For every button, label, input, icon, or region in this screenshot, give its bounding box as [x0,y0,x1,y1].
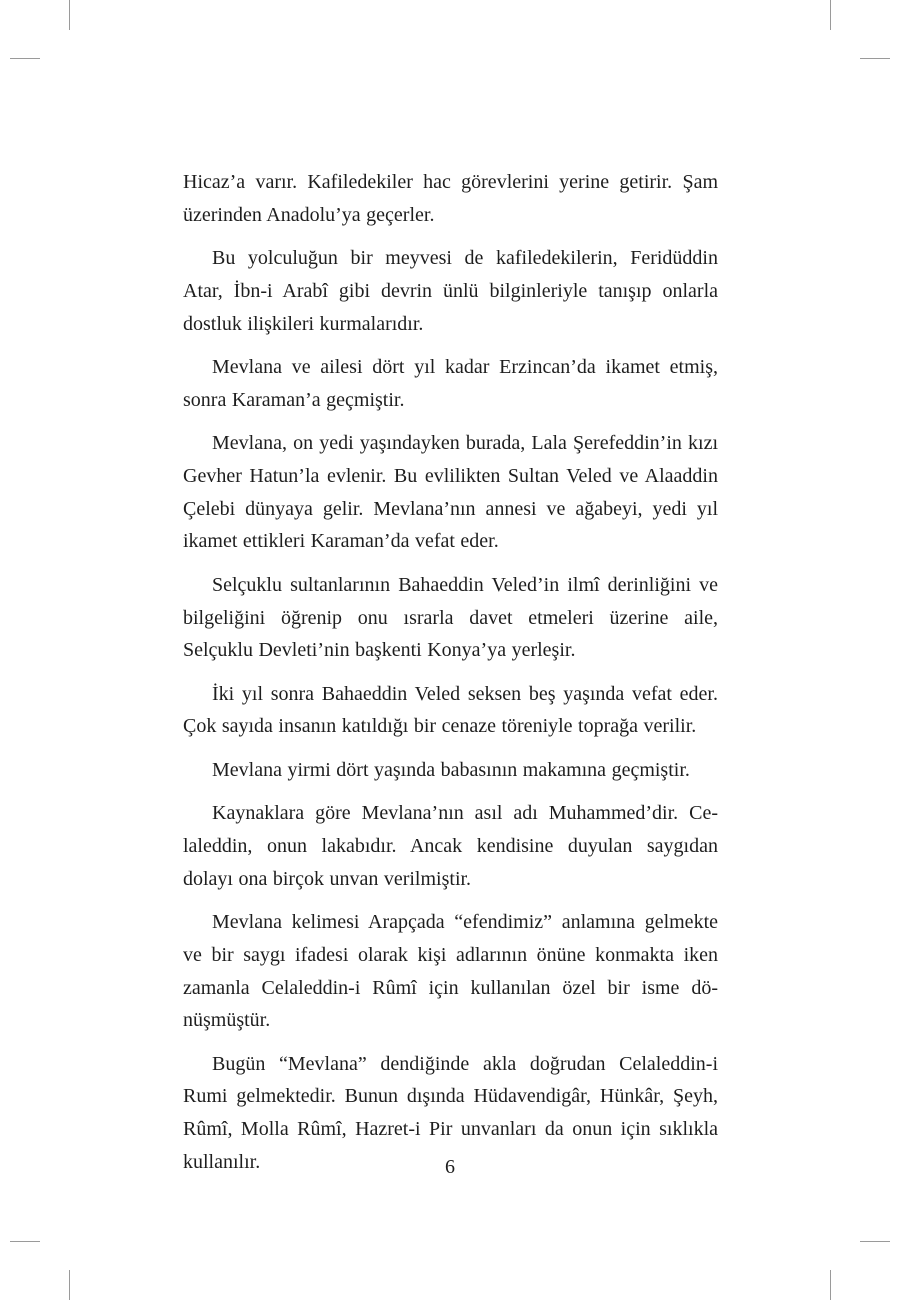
crop-mark-top-left-horizontal [10,58,40,59]
paragraph-4: Mevlana, on yedi yaşındayken burada, Lala Şerefeddin’in kızı Gevher Hatun’la evlenir. Bu evlilikten Sultan Veled ve Alaaddin Çelebi dünyaya gelir. Mevlana’nın annesi ve ağabeyi, yedi yıl ikamet ettikleri Karaman’da vefat eder. [183,432,718,553]
page-number: 6 [445,1156,455,1178]
paragraph-10: Bugün “Mevlana” dendiğinde akla doğrudan Celaleddin-i Rumi gelmektedir. Bunun dışında Hüdavendigâr, Hünkâr, Şeyh, Rûmî, Molla Rûmî, Hazret-i Pir unvanları da onun için sıklıkla kullanılır. [183,1052,718,1174]
paragraph-7: Mevlana yirmi dört yaşında babasının makamına geçmiştir. [212,758,690,781]
crop-mark-bottom-right-horizontal [860,1241,890,1242]
paragraph-6: İki yıl sonra Bahaeddin Veled seksen beş yaşında vefat eder. Çok sayıda insanın katıldığı bir cenaze töreniyle toprağa verilir. [183,682,718,738]
crop-mark-bottom-right-vertical [830,1270,831,1300]
paragraph-5: Selçuklu sultanlarının Bahaeddin Veled’in ilmî derinliğini ve bilgeliğini öğrenip onu ısrarla davet etmeleri üzerine aile, Selçuklu Devleti’nin başkenti Konya’ya yerleşir. [183,573,718,662]
crop-mark-bottom-left-vertical [69,1270,70,1300]
paragraph-1: Hicaz’a varır. Kafiledekiler hac görevlerini yerine getirir. Şam üzerinden Anadolu’ya geçerler. [183,171,718,226]
paragraph-8: Kaynaklara göre Mevlana’nın asıl adı Muhammed’dir. Celaleddin, onun lakabıdır. Ancak kendisine duyulan saygıdan dolayı ona birçok unvan verilmiştir. [183,802,718,890]
crop-mark-bottom-left-horizontal [10,1241,40,1242]
paragraph-3: Mevlana ve ailesi dört yıl kadar Erzincan’da ikamet etmiş, sonra Karaman’a geçmiştir. [183,355,718,411]
crop-mark-top-left-vertical [69,0,70,30]
paragraph-2: Bu yolculuğun bir meyvesi de kafiledekilerin, Feridüddin Atar, İbn-i Arabî gibi devrin ünlü bilginleriyle tanışıp onlarla dostluk ilişkileri kurmalarıdır. [183,247,718,335]
paragraph-9: Mevlana kelimesi Arapçada “efendimiz” anlamına gelmekte ve bir saygı ifadesi olarak kişi adlarının önüne konmakta iken zamanla Celaleddin-i Rûmî için kullanılan özel bir isme dönüşmüştür. [183,910,718,1032]
crop-mark-top-right-horizontal [860,58,890,59]
crop-mark-top-right-vertical [830,0,831,30]
body-text [183,166,718,1189]
